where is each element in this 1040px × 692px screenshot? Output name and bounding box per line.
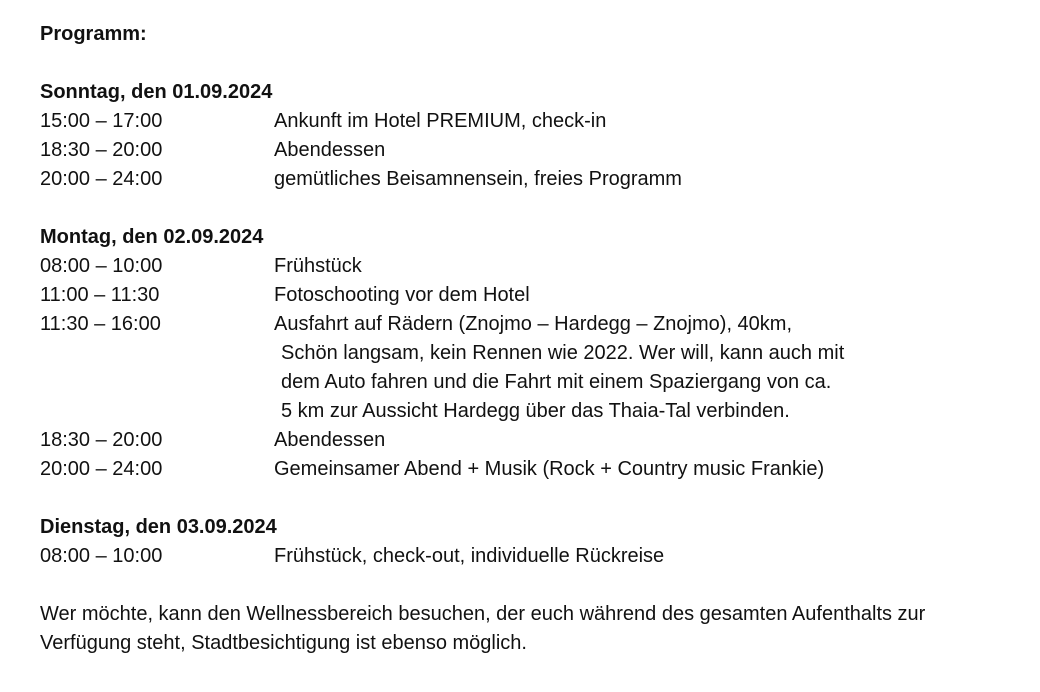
- activity-description: [274, 455, 1000, 484]
- time-range: 15:00 – 17:00: [40, 110, 163, 132]
- activity-line: Schön langsam, kein Rennen wie 2022. Wer will, kann auch mit: [281, 342, 845, 364]
- time-range: 11:30 – 16:00: [40, 313, 161, 335]
- activity-line: Ausfahrt auf Rädern (Znojmo – Hardegg – Znojmo), 40km,: [274, 313, 793, 335]
- day-section-tuesday: [40, 513, 1000, 571]
- activity-line: Fotoschooting vor dem Hotel: [274, 284, 530, 306]
- closing-note: Wer möchte, kann den Wellnessbereich besuchen, der euch während des gesamten Aufenthalts zur Verfügung steht, Stadtbesichtigung ist ebenso möglich.: [40, 603, 926, 654]
- time-range: 08:00 – 10:00: [40, 255, 163, 277]
- time-range: 11:00 – 11:30: [40, 284, 160, 306]
- activity-description: [274, 136, 1000, 165]
- activity-line: gemütliches Beisamnensein, freies Programm: [274, 168, 682, 190]
- time-range: 20:00 – 24:00: [40, 458, 163, 480]
- day-heading: Dienstag, den 03.09.2024: [40, 516, 277, 538]
- day-section-monday: [40, 223, 1000, 484]
- activity-line: Abendessen: [274, 429, 386, 451]
- schedule-row: [40, 310, 1000, 426]
- schedule-row: [40, 455, 1000, 484]
- activity-line: Ankunft im Hotel PREMIUM, check-in: [274, 110, 607, 132]
- activity-line: dem Auto fahren und die Fahrt mit einem Spaziergang von ca.: [281, 371, 832, 393]
- activity-description: [274, 542, 1000, 571]
- time-range: 18:30 – 20:00: [40, 429, 163, 451]
- schedule-row: [40, 165, 1000, 194]
- schedule-row: [40, 281, 1000, 310]
- time-range: 20:00 – 24:00: [40, 168, 163, 190]
- schedule-row: [40, 542, 1000, 571]
- activity-line: Frühstück: [274, 255, 362, 277]
- activity-line: 5 km zur Aussicht Hardegg über das Thaia-Tal verbinden.: [281, 400, 790, 422]
- schedule-row: [40, 426, 1000, 455]
- time-range: 08:00 – 10:00: [40, 545, 163, 567]
- activity-description: [274, 107, 1000, 136]
- activity-description: [274, 252, 1000, 281]
- schedule-row: [40, 107, 1000, 136]
- schedule-row: [40, 252, 1000, 281]
- activity-line: Abendessen: [274, 139, 386, 161]
- activity-line: Frühstück, check-out, individuelle Rückreise: [274, 545, 665, 567]
- program-title: Programm:: [40, 23, 147, 45]
- day-section-sunday: [40, 78, 1000, 194]
- activity-description: [274, 165, 1000, 194]
- activity-line: Gemeinsamer Abend + Musik (Rock + Country music Frankie): [274, 458, 825, 480]
- activity-description: [274, 281, 1000, 310]
- activity-description: [274, 426, 1000, 455]
- schedule-row: [40, 136, 1000, 165]
- day-heading: Sonntag, den 01.09.2024: [40, 81, 273, 103]
- time-range: 18:30 – 20:00: [40, 139, 163, 161]
- activity-description: [274, 310, 1000, 426]
- day-heading: Montag, den 02.09.2024: [40, 226, 264, 248]
